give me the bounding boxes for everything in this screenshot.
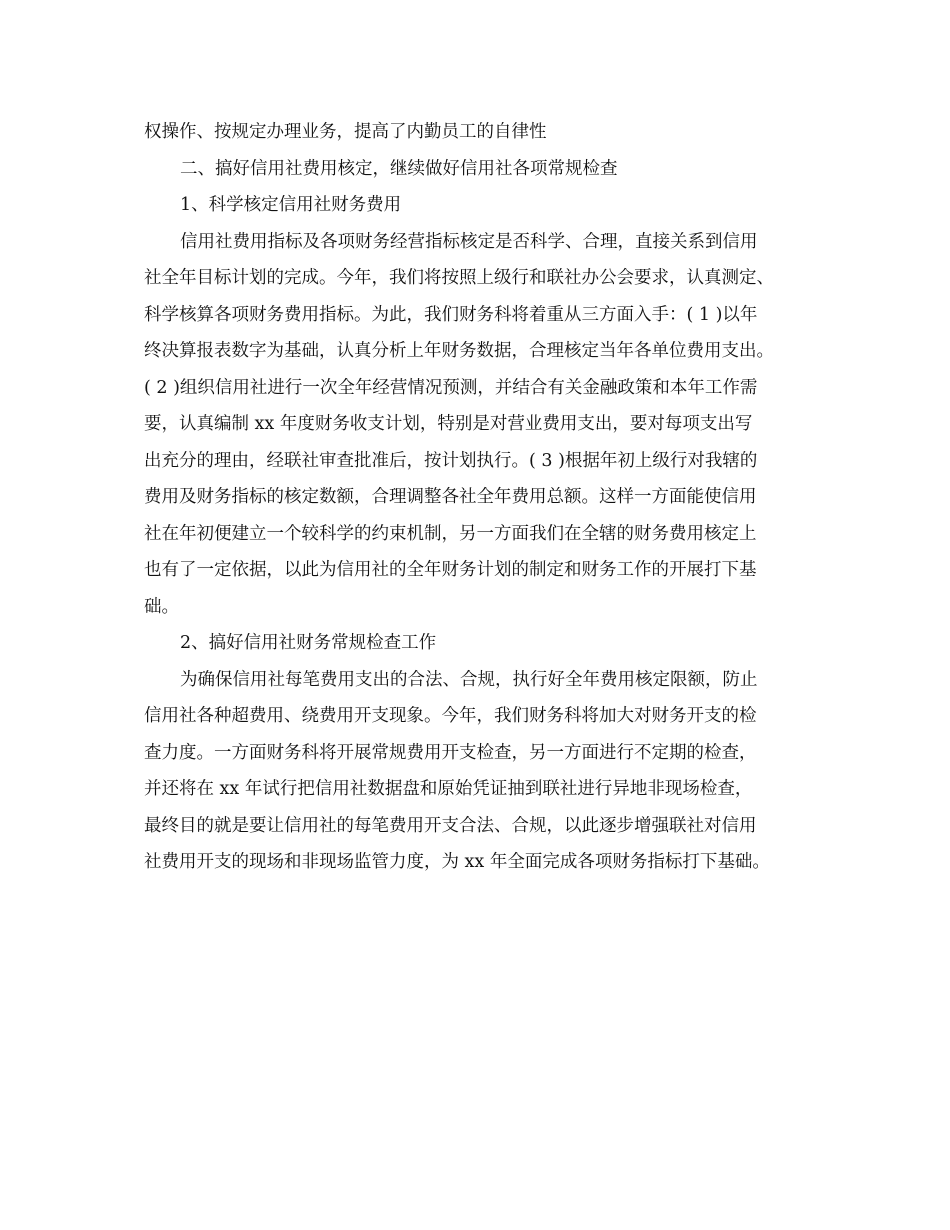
text-line: 查力度。一方面财务科将开展常规费用开支检查，另一方面进行不定期的检查，: [144, 742, 757, 763]
text-line: 终决算报表数字为基础，认真分析上年财务数据，合理核定当年各单位费用支出。: [144, 341, 774, 361]
paragraph-start-line: 为确保信用社每笔费用支出的合法、合规，执行好全年费用核定限额，防止: [180, 669, 758, 690]
text-line: 础。: [144, 596, 179, 617]
subsection-heading: 2、搞好信用社财务常规检查工作: [180, 633, 437, 653]
text-line: 权操作、按规定办理业务，提高了内勤员工的自律性: [144, 122, 547, 142]
section-heading: 二、搞好信用社费用核定，继续做好信用社各项常规检查: [180, 158, 618, 179]
text-line: 要，认真编制 xx 年度财务收支计划，特别是对营业费用支出，要对每项支出写: [144, 414, 753, 434]
text-line: 费用及财务指标的核定数额，合理调整各社全年费用总额。这样一方面能使信用: [144, 487, 757, 507]
text-line: 也有了一定依据，以此为信用社的全年财务计划的制定和财务工作的开展打下基: [144, 560, 757, 580]
text-line: 最终目的就是要让信用社的每笔费用开支合法、合规，以此逐步增强联社对信用: [144, 815, 757, 836]
text-line: 并还将在 xx 年试行把信用社数据盘和原始凭证抽到联社进行异地非现场检查，: [144, 779, 753, 799]
text-line: 科学核算各项财务费用指标。为此，我们财务科将着重从三方面入手：( 1 )以年: [144, 304, 758, 325]
paragraph-start-line: 信用社费用指标及各项财务经营指标核定是否科学、合理，直接关系到信用: [180, 231, 758, 252]
text-line: 社在年初便建立一个较科学的约束机制，另一方面我们在全辖的财务费用核定上: [144, 523, 757, 544]
subsection-heading: 1、科学核定信用社财务费用: [180, 195, 402, 215]
text-line: 出充分的理由，经联社审查批准后，按计划执行。( 3 )根据年初上级行对我辖的: [144, 450, 758, 471]
text-line: 社费用开支的现场和非现场监管力度，为 xx 年全面完成各项财务指标打下基础。: [144, 852, 770, 872]
text-line: 社全年目标计划的完成。今年，我们将按照上级行和联社办公会要求，认真测定、: [144, 268, 774, 288]
text-line: 信用社各种超费用、绕费用开支现象。今年，我们财务科将加大对财务开支的检: [144, 706, 757, 726]
text-line: ( 2 )组织信用社进行一次全年经营情况预测，并结合有关金融政策和本年工作需: [144, 377, 758, 398]
document-body: [144, 114, 810, 881]
